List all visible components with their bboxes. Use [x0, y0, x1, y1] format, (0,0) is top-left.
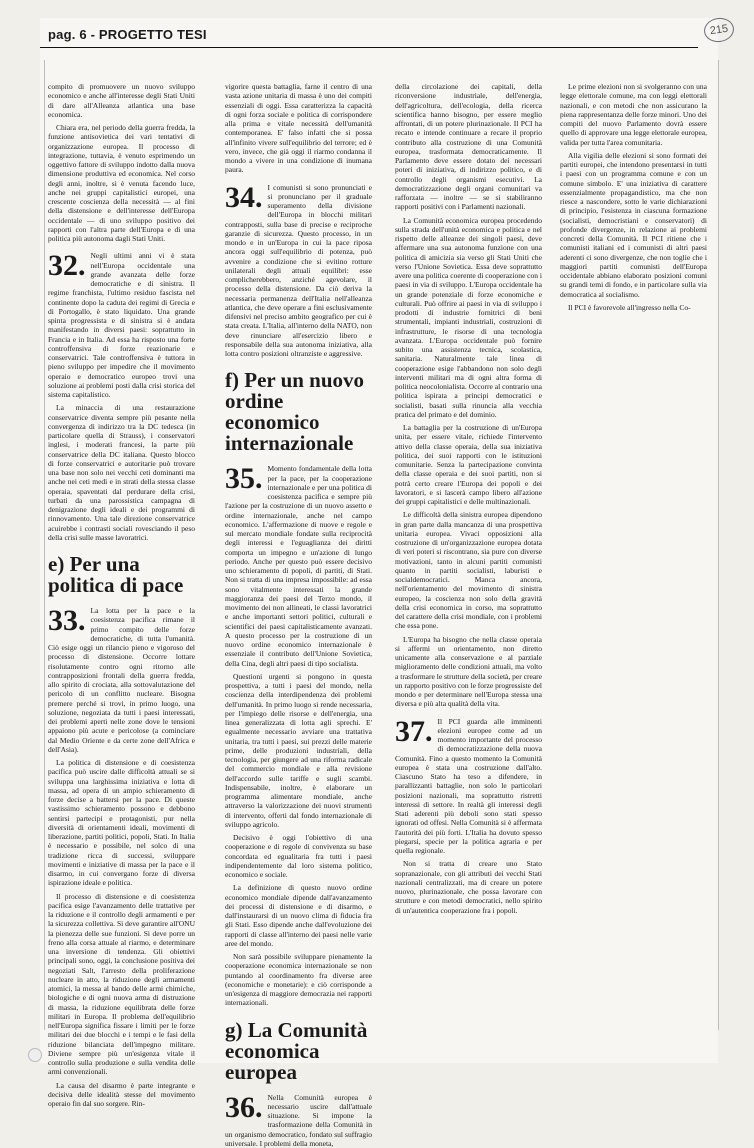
paragraph: Il PCI guarda alle imminenti elezioni europee come ad un momento importante del processo di democratizzazione della nuova Comunità. Fino a questo momento la Comunità europea è stata una costruzione dall'alto. Ciascuno Stato ha teso a difendere, in parallizzanti battaglie, non solo le particolari posizioni nazionali, ma soprattutto ristretti interessi di settore. In realtà gli interessi degli Stati aderenti più deboli sono stati spesso ignorati od offesi. Nella Comunità si è affermata l'autorità dei più forti. L'Italia ha dovuto spesso piegarsi, specie per la politica agraria e per quella regionale.: [395, 717, 542, 856]
paragraph: La politica di distensione e di coesistenza pacifica può uscire dalle difficoltà attuali se si sviluppa una larghissima iniziativa e lotta di massa, ad opera di un ampio schieramento di forze decise a battersi per la pace. Di queste vastissimo schieramento possono e debbono sentirsi partecipi e protagonisti, pur nella diversità di orientamenti ideali, movimenti di liberazione, partiti politici, popoli, Stati. In Italia è necessario e possibile, nel solco di una tradizione ricca di successi, sviluppare movimenti e iniziative di massa per la pace e il disarmo, in cui convergano forze di diversa ispirazione ideale e politica.: [48, 758, 195, 888]
column-3: [395, 82, 542, 1052]
left-margin-line: [44, 60, 45, 1030]
section-heading-e: e) Per una politica di pace: [48, 554, 195, 596]
paragraph: La battaglia per la costruzione di un'Europa unita, per essere vitale, richiede l'intervento attivo della classe operaia, della sua iniziativa politica, dei suoi rapporti con le istituzioni comunitarie. Senza la partecipazione convinta della classe operaia e dei suoi partiti, non si potrà certo creare l'Europa dei popoli e dei lavoratori, e si lascerà campo libero all'azione dei gruppi capitalistici e delle multinazionali.: [395, 423, 542, 506]
numbered-paragraph-32: [48, 251, 195, 399]
numbered-paragraph-36: [225, 1093, 372, 1148]
paragraph: Non si tratta di creare uno Stato sopranazionale, con gli attributi dei vecchi Stati nazionali centralizzati, ma di creare un potere nuovo, plurinazionale, che possa lavorare con strutture e con metodi democratici, nello spirito di un'autentica cooperazione fra i popoli.: [395, 859, 542, 915]
numbered-paragraph-33: [48, 606, 195, 754]
right-margin-line: [718, 60, 719, 1030]
numbered-paragraph-34: [225, 183, 372, 359]
paragraph: compito di promuovere un nuovo sviluppo economico e anche all'interesse degli Stati Uniti di dare all'Alleanza atlantica una base economica.: [48, 82, 195, 119]
paragraph-number: 36.: [225, 1095, 263, 1121]
paragraph: La minaccia di una restaurazione conservatrice diventa sempre più pesante nella convergenza di indirizzo tra la DC tedesca (in particolare quella di Strauss), i conservatori inglesi, i moderati francesi, la parte più conservatrice della DC italiana. Questo blocco di forze conservatrici e autoritarie può trovare una base non solo nei vecchi ceti dominanti ma anche nei ceti medi e in strati della stessa classe operaia, spaventati dal perdurare della crisi, turbati da una parossistica campagna di denigrazione degli ideali e dei programmi di rinnovamento. Una tale direzione conservatrice acuirebbe i contrasti sociali rovesciando il peso della crisi sulle masse lavoratrici.: [48, 403, 195, 542]
page-number-stamp: 215: [702, 16, 735, 44]
numbered-paragraph-35: [225, 464, 372, 668]
paragraph: Chiara era, nel periodo della guerra fredda, la funzione antisovietica dei vari tentativi di organizzazione europea. Il processo di integrazione, tuttavia, è venuto esprimendo un oggettivo fattore di sviluppo indotto dalla nuova dimensione produttiva ed economica. Nel corso degli anni, inoltre, si è venuta facendo luce, anche nei gruppi capitalistici europei, una crescente coscienza della necessità — al fini della distensione e dell'interesse dell'Europa occidentale — di uno sviluppo positivo dei rapporti con l'altra parte dell'Europa e di una politica più autonoma dagli Stati Uniti.: [48, 123, 195, 243]
paragraph: Nella Comunità europea è necessario uscire dall'attuale situazione. Si impone la trasformazione della Comunità in un organismo democratico, fondato sul suffragio universale. I problemi della moneta,: [225, 1093, 372, 1148]
paragraph: La causa del disarmo è parte integrante e decisiva delle idealità stesse del movimento operaio fin dal suo sorgere. Rin-: [48, 1081, 195, 1109]
paragraph: Le difficoltà della sinistra europea dipendono in gran parte dalla mancanza di una prospettiva unitaria europea. Vivaci opposizioni alla costruzione di un'organizzazione europea dotata di veri poteri si riscontrano, sia pure con diverse motivazioni, tanto in alcuni partiti comunisti quanto in partiti socialisti, laburisti e socialdemocratici. Manca ancora, nell'orientamento del movimento di sinistra europeo, la coscienza non solo della gravità della crisi economica in corso, ma soprattutto del carattere della crisi mondiale, con i problemi che essa pone.: [395, 510, 542, 630]
paragraph-number: 33.: [48, 608, 86, 634]
paragraph-number: 32.: [48, 253, 86, 279]
section-heading-f: f) Per un nuovo ordine economico internazionale: [225, 370, 372, 454]
paragraph: Le prime elezioni non si svolgeranno con una legge elettorale comune, ma con leggi elettorali nazionali, e con metodi che non assicurano la piena rappresentanza delle forze minori. Uno dei compiti del nuovo Parlamento dovrà essere quello di approvare una legge elettorale europea, valida per tutta l'area comunitaria.: [560, 82, 707, 147]
paragraph: Non sarà possibile sviluppare pienamente la cooperazione economica internazionale se non puntando al coordinamento fra diverse aree (economiche e monetarie): e ciò corrisponde a un'esigenza di maggiore democrazia nei rapporti internazionali.: [225, 952, 372, 1008]
paragraph: I comunisti si sono pronunciati e si pronunciano per il graduale superamento della divisione dell'Europa in blocchi militari contrapposti, sulla base di precise e reciproche garanzie di sicurezza. Questo processo, in un mondo e in un'Europa in cui la pace riposa ancora oggi sull'equilibrio di potenza, può avvenire a condizione che si evitino rotture unilaterali degli attuali equilibri: esse complicherebbero, anziché agevolare, il processo della distensione. Da ciò deriva la necessaria permanenza dell'Italia nell'alleanza atlantica, che deve operare a fini esclusivamente difensivi nel preciso ambito geografico per cui è stata creata. L'Italia, all'interno della NATO, non deve rinunciare all'esercizio libero e responsabile della sua autonoma iniziativa, alla lotta contro posizioni oltranziste e aggressive.: [225, 183, 372, 359]
paragraph: Negli ultimi anni vi è stata nell'Europa occidentale una grande avanzata delle forze democratiche e di sinistra. Il regime franchista, l'ultimo residuo fascista nel continente dopo la caduta dei regimi di Grecia e di Portogallo, è stato liquidato. Una grande spinta progressista e di sinistra si è andata manifestando in diversi paesi: soprattutto in Francia e in Italia. Ad essa ha risposto una forte controffensiva di forze reazionarie e conservatrici. Tale controffensiva è tuttora in pieno sviluppo per impedire che il movimento operaio e democratico europeo trovi una soluzione ai problemi posti dalla crisi storica del sistema capitalistico.: [48, 251, 195, 399]
scan-corner-mark: [28, 1048, 42, 1062]
paragraph-number: 34.: [225, 185, 263, 211]
paragraph: La lotta per la pace e la coesistenza pacifica rimane il primo compito delle forze democratiche, di tutta l'umanità. Ciò esige oggi un rilancio pieno e vigoroso del processo di distensione. Occorre lottare risolutamente contro ogni ritorno alle contrapposizioni frontali della guerra fredda, allo spirito di crociata, alla sottovalutazione del pericolo di un conflitto nucleare. Bisogna premere perché si trovi, in primo luogo, una soluzione, negoziata da tutti i paesi interessati, dei problemi aperti nelle zone dove le tensioni appaiono più acute e pericolose (a cominciare dal Medio Oriente e da certe zone dell'Africa e dell'Asia).: [48, 606, 195, 754]
column-1: [48, 82, 195, 1052]
column-2: [225, 82, 372, 1052]
paragraph: Il processo di distensione e di coesistenza pacifica esige l'avanzamento delle trattative per la riduzione e il controllo degli armamenti e per la sicurezza collettiva. Si deve garantire all'ONU la pienezza delle sue funzioni. Si deve porre un freno alla corsa attuale al riarmo, e determinare una inversione di tendenza. Gli obiettivi principali sono, oggi, la conclusione positiva dei negoziati Salt, l'arresto della proliferazione nucleare in atto, la riduzione degli armamenti atomici, la messa al bando delle armi chimiche, biologiche e di ogni nuova arma di distruzione di massa, la riduzione equilibrata delle forze militari in Europa. Il problema dell'equilibrio nell'Europa significa fissare i limiti per le forze militari dei due blocchi e i tempi e le fasi della riduzione bilanciata dell'impegno militare. Diviene sempre più un'esigenza vitale il controllo sulla produzione e sulla vendita delle armi convenzionali.: [48, 892, 195, 1077]
page-header-title: pag. 6 - PROGETTO TESI: [48, 27, 207, 42]
paragraph: Momento fondamentale della lotta per la pace, per la cooperazione internazionale e per una politica di coesistenza pacifica e sempre più l'azione per la costruzione di un nuovo assetto e ordine internazionale, anche nel campo economico. L'affermazione di nuove e regole e sul mercato mondiale fondate sulla reciprocità degli interessi e l'eguaglianza dei diritti comporta un impegno e un'azione di lungo periodo. Anche per questo può essere decisivo uno schieramento di popoli, di partiti, di Stati. Non si tratta di una impresa impossibile: ad essa sono vitalmente interessati la grande maggioranza dei paesi del Terzo mondo, il movimento dei non allineati, le classi lavoratrici e anche importanti settori politici, culturali e scientifici dei paesi capitalisticamente avanzati. A questo processo per la costruzione di un nuovo ordine economico internazionale è essenziale il contributo dell'Unione Sovietica, della Cina, degli altri paesi di tipo socialista.: [225, 464, 372, 668]
section-heading-g: g) La Comunità economica europea: [225, 1020, 372, 1083]
paragraph: L'Europa ha bisogno che nella classe operaia si affermi un orientamento, non diretto unicamente alla conservazione e al parziale miglioramento delle condizioni attuali, ma volto a trasformare le strutture della società, per creare un rapporto positivo con le forze progressiste del mondo e per determinare nell'Europa stessa una diversa e più alta qualità della vita.: [395, 635, 542, 709]
header-rule: [40, 47, 698, 48]
paragraph: La Comunità economica europea procedendo sulla strada dell'unità economica e politica e nel rispetto delle alleanze dei singoli paesi, deve affermare una sua autonoma funzione con una politica di amicizia sia verso gli Stati Uniti che verso l'Unione Sovietica. Essa deve soprattutto avere una politica coerente di cooperazione con i paesi in via di sviluppo. L'Europa occidentale ha un grande potenziale di forze economiche e culturali. Può offrire ai paesi in via di sviluppo i prodotti di industrie fornitrici di beni strumentali, impianti industriali, costruzioni di infrastrutture, le risorse di una tecnologia avanzata. L'Europa occidentale può fornire subito una assistenza tecnica, scolastica, sanitaria. Naturalmente tale linea di cooperazione esige l'abbandono non solo degli interventi militari ma di ogni altra forma di politica neocolonialista. Occorre al contrario una politica ispirata a principi democratici e socialisti, basati sulla rinuncia alla vecchia pratica del primato e del dominio.: [395, 216, 542, 420]
paragraph: della circolazione dei capitali, della riconversione industriale, dell'energia, dell'agricoltura, dell'ecologia, della ricerca scientifica hanno bisogno, per essere meglio affrontati, di un potere plurinazionale. Il PCI ha recato e intende continuare a recare il proprio contributo alla costruzione di una Comunità europea, trasformata democraticamente. Il Parlamento deve essere dotato dei necessari poteri di iniziativa, di indirizzo politico, e di controllo degli organismi esecutivi. La democratizzazione degli organi comunitari va rafforzata — inoltre — se si stabiliranno rapporti positivi con i Parlamenti nazionali.: [395, 82, 542, 212]
numbered-paragraph-37: [395, 717, 542, 856]
paragraph: La definizione di questo nuovo ordine economico mondiale dipende dall'avanzamento dei processi di distensione e di disarmo, e dall'instaurarsi di un nuovo clima di fiducia fra gli Stati. Esso dipende anche dall'evoluzione dei rapporti di classe all'interno dei paesi nelle varie aree del mondo.: [225, 883, 372, 948]
paragraph: Alla vigilia delle elezioni si sono formati dei partiti europei, che intendono presentarsi in tutti i paesi con un programma comune e con un comune simbolo. E' una iniziativa di carattere essenzialmente propagandistico, ma che non riesce a nascondere, sotto le varie dichiarazioni di principio, l'esistenza in ciascuna formazione (socialisti, democristiani e conservatori) di profonde divergenze, in relazione ai problemi concreti della Comunità. Il PCI ritiene che i comunisti italiani ed i comunisti di altri paesi aderenti ci sono divergenze, che non toglie che i maggiori partiti comunisti dell'Europa occidentale abbiano elaborato posizioni comuni su grandi temi di fondo, e in particolare sulla via democratica al socialismo.: [560, 151, 707, 299]
paragraph: vigorire questa battaglia, farne il centro di una vasta azione unitaria di massa è uno dei compiti essenziali di oggi. Essa caratterizza la capacità di ogni forza sociale e politica di corrispondere alla prima e vitale necessità dell'umanità contemporanea. E' falso infatti che si possa all'infinito vivere sull'equilibrio del terrore; ed è vero, invece, che già oggi il riarmo condanna il mondo a vivere in una condizione di inumana paura.: [225, 82, 372, 175]
paragraph-number: 37.: [395, 719, 433, 745]
paragraph: Decisivo è oggi l'obiettivo di una cooperazione e di regole di convivenza su base concordata ed egualitaria fra tutti i paesi indipendentemente dal loro sistema politico, economico e sociale.: [225, 833, 372, 879]
paragraph: Questioni urgenti si pongono in questa prospettiva, a tutti i paesi del mondo, nella coscienza della interdipendenza dei problemi dell'umanità. In primo luogo si rende necessaria, per l'impiego delle risorse e dell'energia, una linea generalizzata di lotta agli sprechi. E' egualmente necessario avviare una trattativa unitaria, tra tutti i paesi, sui prezzi delle materie prime, delle produzioni industriali, della tecnologia, per giungere ad una riforma radicale del commercio mondiale e alla revisione dell'accordo sulle tariffe e sugli scambi. Indispensabile, inoltre, è elaborare un programma alimentare mondiale, anche attraverso la valorizzazione dei nuovi strumenti di intervento, offerti dal fondo internazionale di sviluppo agricolo.: [225, 672, 372, 829]
paragraph-number: 35.: [225, 466, 263, 492]
paragraph: Il PCI è favorevole all'ingresso nella Co-: [560, 303, 707, 312]
column-4: [560, 82, 707, 1052]
